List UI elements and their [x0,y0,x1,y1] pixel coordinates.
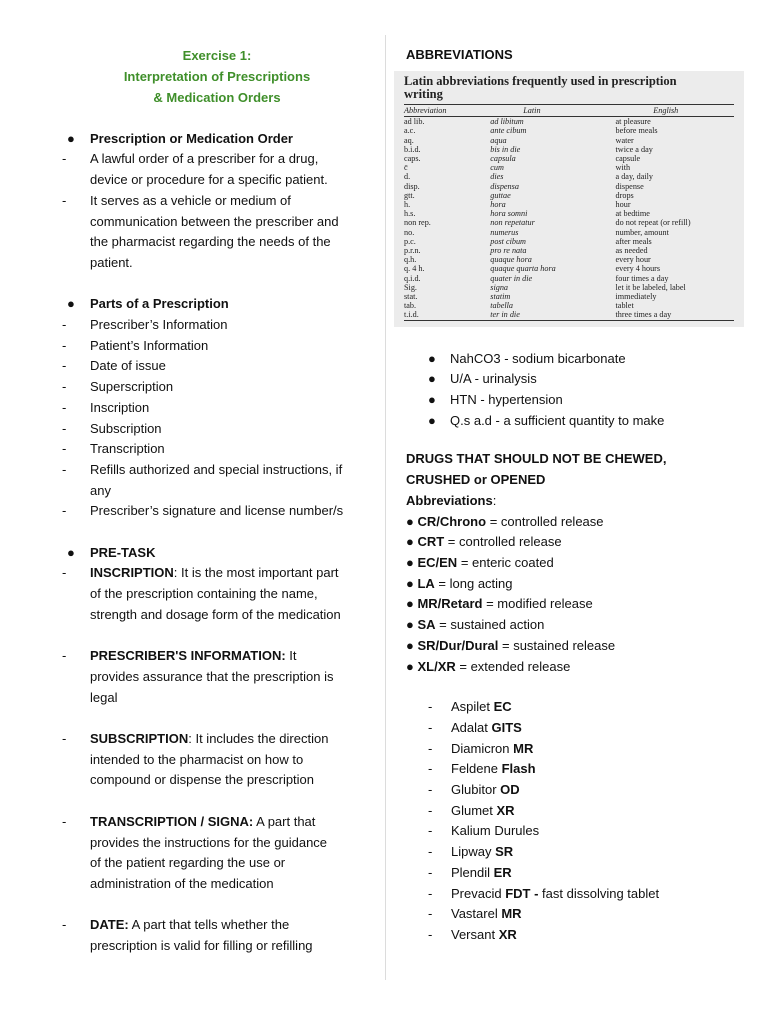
latin-abbreviations-figure [394,71,744,327]
abbreviations-subheading: Abbreviations: [406,492,497,508]
list-item: - Subscription [62,419,372,440]
list-item: - Glumet XR [428,801,746,822]
table-row [404,274,734,283]
list-item: - It serves as a vehicle or medium of communication between the prescriber and the pharmacist regarding the needs of the patient. [62,191,372,274]
abbreviation-cell: no. [404,227,415,237]
table-row [404,264,734,273]
english-cell: every hour [615,255,651,265]
latin-cell: tabella [490,301,514,311]
dash-icon: - [62,379,67,395]
english-cell: do not repeat (or refill) [615,218,691,228]
list-item: ● HTN - hypertension [428,390,746,411]
abbreviation-cell: stat. [404,292,418,302]
section-parts-of-prescription [62,294,372,522]
abbreviation-cell: t.i.d. [404,310,466,320]
bullet-icon: ● [406,617,418,633]
definition-item: - INSCRIPTION: It is the most important part of the prescription containing the name, strength and dosage form of the medication [62,563,372,625]
table-row [404,182,734,191]
english-cell: every 4 hours [615,264,661,274]
english-cell: before meals [615,126,658,136]
bullet-icon: ● [428,392,436,408]
dash-icon: - [62,192,67,208]
list-item: ● LA = long acting [406,575,513,591]
list-item: - Lipway SR [428,842,746,863]
dash-icon: - [428,740,433,756]
english-cell: drops [615,190,634,200]
latin-cell: dies [490,172,504,182]
exercise-title-line: Interpretation of Prescriptions [123,69,311,84]
latin-cell: dispensa [490,181,519,191]
dash-icon: - [428,926,433,942]
table-row [404,283,734,292]
definition-item: - DATE: A part that tells whether the prescription is valid for filling or refilling [62,915,372,956]
table-row [404,246,734,255]
english-cell: three times a day [598,310,734,320]
latin-cell: ter in die [466,310,597,320]
list-item: ● CR/Chrono = controlled release [406,513,604,529]
list-item: ● NahCO3 - sodium bicarbonate [428,349,746,370]
latin-cell: hora [490,200,506,210]
abbreviation-cell: non rep. [404,218,431,228]
latin-cell: quaque quarta hora [490,264,556,274]
list-item: ● MR/Retard = modified release [406,596,593,612]
list-item: - Kalium Durules [428,821,746,842]
english-cell: twice a day [615,144,653,154]
bullet-icon: ● [67,296,75,312]
list-item: - Glubitor OD [428,780,746,801]
dash-icon: - [62,813,67,829]
english-cell: tablet [615,301,634,311]
dash-icon: - [62,151,67,167]
definition-term: TRANSCRIPTION / SIGNA: [90,813,254,829]
dash-icon: - [428,761,433,777]
definition-term: PRESCRIBER'S INFORMATION: [90,648,286,664]
list-item: ● U/A - urinalysis [428,369,746,390]
abbreviation-cell: d. [404,172,411,182]
dash-icon: - [428,802,433,818]
latin-cell: quaque hora [490,255,532,265]
latin-cell: ad libitum [490,117,524,127]
table-row [404,209,734,218]
abbreviation-cell: c̄ [404,163,408,173]
dash-icon: - [428,719,433,735]
english-cell: water [615,135,634,145]
list-item: - Feldene Flash [428,759,746,780]
list-item: - Diamicron MR [428,739,746,760]
table-row [404,218,734,227]
abbreviation-cell: p.c. [404,236,416,246]
list-item: - Inscription [62,398,372,419]
dash-icon: - [62,917,67,933]
latin-cell: aqua [490,135,507,145]
definition-term: SUBSCRIPTION [90,731,189,747]
exercise-title-line: & Medication Orders [153,90,281,105]
latin-abbreviations-table [404,104,734,321]
table-row [404,255,734,264]
list-item: - Prescriber’s Information [62,315,372,336]
latin-cell: ante cibum [490,126,527,136]
dash-icon: - [62,337,67,353]
abbreviation-cell: h. [404,200,411,210]
english-cell: as needed [615,246,648,256]
column-header: Abbreviation [404,105,466,117]
abbreviation-cell: a.c. [404,126,416,136]
bullet-icon: ● [406,596,418,612]
english-cell: at pleasure [615,117,651,127]
list-item: - A lawful order of a prescriber for a drug, device or procedure for a specific patient. [62,149,372,190]
abbreviation-cell: q.i.d. [404,273,421,283]
table-header-row [404,105,734,117]
english-cell: capsule [615,154,641,164]
latin-cell: capsula [490,154,516,164]
list-item: ● SR/Dur/Dural = sustained release [406,637,616,653]
english-cell: with [615,163,631,173]
table-row [404,145,734,154]
list-item: - Plendil ER [428,863,746,884]
dash-icon: - [62,358,67,374]
english-cell: at bedtime [615,209,650,219]
column-header: Latin [466,105,597,117]
bullet-icon: ● [428,350,436,366]
bullet-icon: ● [406,534,418,550]
extra-abbreviations-list [406,349,746,432]
table-row [404,310,734,320]
drugs-heading: DRUGS THAT SHOULD NOT BE CHEWED, CRUSHED or OPENED [406,451,667,488]
section-heading: ● PRE-TASK [62,543,372,564]
left-column [62,45,372,957]
bullet-icon: ● [406,555,418,570]
section-heading: ● Parts of a Prescription [62,294,372,315]
table-row [404,292,734,301]
list-item: - Prescriber’s signature and license number/s [62,501,372,522]
table-row [404,228,734,237]
abbreviation-cell: p.r.n. [404,246,421,256]
exercise-title [62,45,372,108]
latin-cell: cum [490,163,504,173]
abbreviation-cell: aq. [404,135,414,145]
list-item: - Vastarel MR [428,904,746,925]
table-row [404,126,734,135]
table-row [404,237,734,246]
latin-cell: post cibum [490,236,526,246]
abbreviation-cell: q. 4 h. [404,264,425,274]
english-cell: dispense [615,181,644,191]
bullet-icon: ● [67,130,75,146]
english-cell: let it be labeled, label [615,282,686,292]
english-cell: immediately [615,292,657,302]
list-item: ● EC/EN = enteric coated [406,555,554,570]
abbreviation-cell: h.s. [404,209,416,219]
latin-cell: guttae [490,190,511,200]
abbreviation-cell: b.i.d. [404,144,421,154]
latin-cell: hora somni [490,209,528,219]
latin-cell: signa [490,282,509,292]
section-pretask [62,543,372,957]
drug-examples-list [406,697,746,945]
bullet-icon: ● [428,412,436,428]
dash-icon: - [428,699,433,715]
english-cell: number, amount [615,227,669,237]
dash-icon: - [62,441,67,457]
list-item: - Patient’s Information [62,336,372,357]
dash-icon: - [62,503,67,519]
list-item: - Prevacid FDT - fast dissolving tablet [428,884,746,905]
abbreviation-cell: q.h. [404,255,417,265]
definition-term: INSCRIPTION [90,565,174,581]
latin-cell: non repetatur [490,218,535,228]
list-item: - Aspilet EC [428,697,746,718]
definition-item: - PRESCRIBER'S INFORMATION: It provides assurance that the prescription is legal [62,646,372,708]
list-item: ● SA = sustained action [406,617,545,633]
abbreviation-cell: gtt. [404,190,415,200]
table-row [404,172,734,181]
dash-icon: - [428,782,433,798]
abbreviation-cell: caps. [404,154,421,164]
definition-term: DATE: [90,917,129,933]
list-item: - Transcription [62,439,372,460]
list-item: - Adalat GITS [428,718,746,739]
definition-item: - SUBSCRIPTION: It includes the direction intended to the pharmacist on how to compound or dispense the prescription [62,729,372,791]
section-heading: ● Prescription or Medication Order [62,129,372,150]
abbreviations-heading: ABBREVIATIONS [406,47,513,62]
table-row [404,136,734,145]
list-item: ● CRT = controlled release [406,534,562,550]
exercise-title-line: Exercise 1: [182,48,252,63]
bullet-icon: ● [67,544,75,560]
dash-icon: - [428,823,433,839]
list-item: - Date of issue [62,356,372,377]
bullet-icon: ● [406,637,418,653]
right-column [406,45,746,946]
definition-item: - TRANSCRIPTION / SIGNA: A part that provides the instructions for the guidance of the patient regarding the use or administration of the medication [62,812,372,895]
english-cell: a day, daily [615,172,653,182]
list-item: - Superscription [62,377,372,398]
release-types-list [406,512,746,678]
dash-icon: - [62,731,67,747]
latin-cell: numerus [490,227,519,237]
column-header: English [598,105,734,117]
section-medication-order [62,129,372,274]
abbreviation-cell: ad lib. [404,117,425,127]
bullet-icon: ● [406,575,418,591]
dash-icon: - [62,420,67,436]
table-row [404,154,734,163]
english-cell: after meals [615,236,652,246]
abbreviation-cell: tab. [404,301,417,311]
english-cell: four times a day [615,273,669,283]
list-item: - Refills authorized and special instructions, if any [62,460,372,501]
table-row [404,200,734,209]
table-row [404,301,734,310]
bullet-icon: ● [406,658,418,674]
dash-icon: - [428,885,433,901]
latin-cell: quater in die [490,273,533,283]
latin-table-title: Latin abbreviations frequently used in prescription writing [404,74,677,101]
list-item: - Versant XR [428,925,746,946]
dash-icon: - [428,844,433,860]
dash-icon: - [428,906,433,922]
bullet-icon: ● [428,371,436,387]
dash-icon: - [62,399,67,415]
latin-cell: bis in die [490,144,521,154]
abbreviation-cell: disp. [404,181,420,191]
table-row [404,117,734,127]
table-row [404,191,734,200]
list-item: ● XL/XR = extended release [406,658,571,674]
dash-icon: - [62,461,67,477]
bullet-icon: ● [406,513,418,529]
english-cell: hour [615,200,631,210]
latin-cell: statim [490,292,511,302]
table-row [404,163,734,172]
list-item: ● Q.s a.d - a sufficient quantity to make [428,411,746,432]
dash-icon: - [62,565,67,581]
column-divider [385,35,386,980]
dash-icon: - [62,648,67,664]
dash-icon: - [62,317,67,332]
abbreviation-cell: Sig. [404,282,417,292]
dash-icon: - [428,864,433,880]
latin-cell: pro re nata [490,246,527,256]
